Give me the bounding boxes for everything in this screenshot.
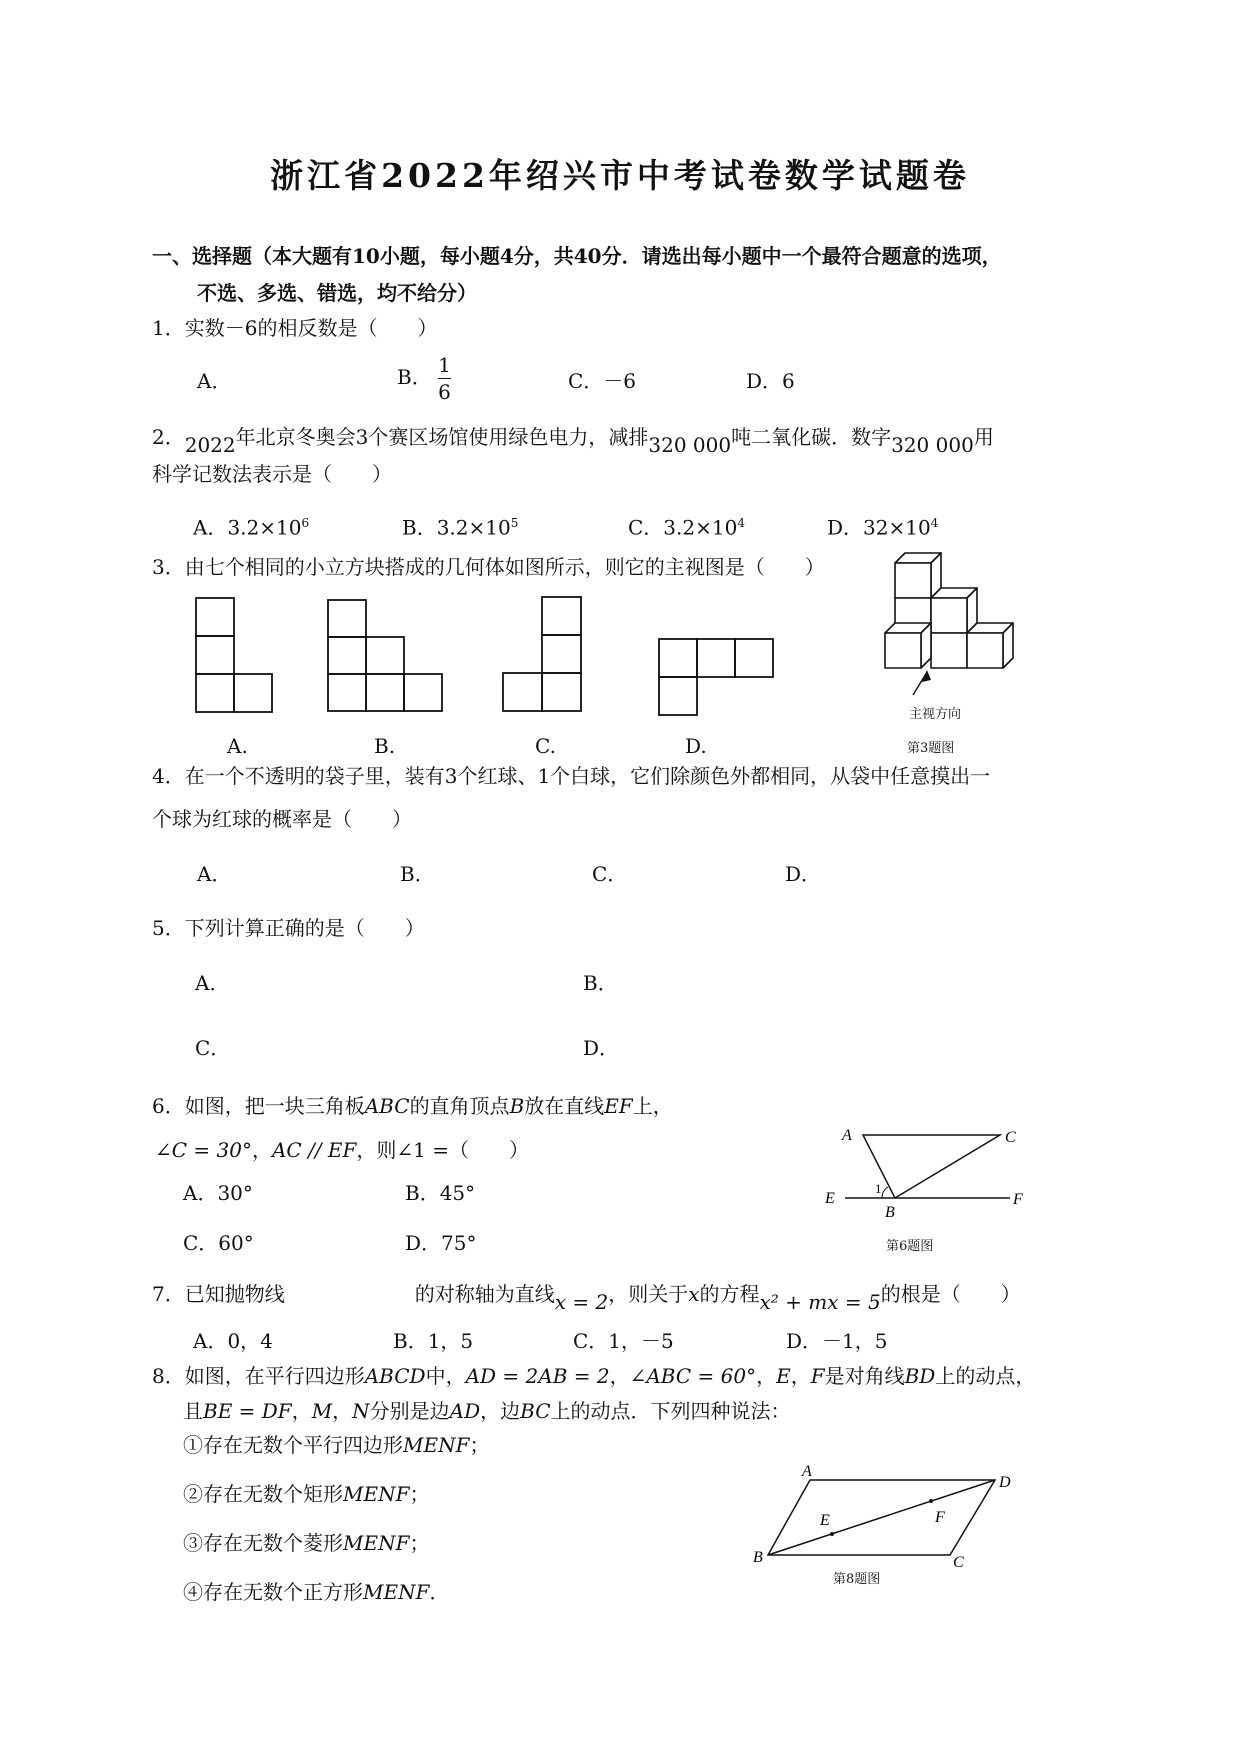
q5-option-b: B． [583,971,618,995]
q8-s1-menf: MENF [403,1433,470,1457]
q1-option-d: D．6 [746,369,795,393]
q8-statement-2 [183,1481,429,1507]
q6-label-e: E [825,1190,835,1207]
q6-angle-c: ∠C = 30° [155,1138,252,1162]
q3-caption: 第3题图 [907,741,955,756]
q3-c-square [542,673,581,711]
q2-b-exp: 5 [510,516,519,530]
q4-option-b: B． [400,862,435,886]
q3-d-square [659,639,697,677]
q8-statement-4 [183,1579,449,1605]
q8-l2-text3: ， [332,1399,353,1423]
q8-l2-text1: 且 [183,1399,203,1423]
q6-option-a: A．30° [183,1181,253,1205]
q1-fraction-denominator: 6 [438,380,451,404]
q6-text3: 放在直线 [524,1094,605,1118]
q3-d-square [697,639,735,677]
q6-label-a: A [842,1127,852,1144]
q3-b-square [366,637,404,674]
q2-text2: 吨二氧化碳．数字 [731,425,892,449]
q7-stem [152,1281,1021,1314]
q8-s4-menf: MENF [363,1580,430,1604]
q3-direction-arrow-head [922,670,931,682]
q7-option-d: D．－1，5 [786,1329,888,1353]
q3-cube-face [931,633,967,668]
q3-b-square [404,674,442,711]
q7-equation: x² + mx = 5 [759,1290,881,1314]
q8-label-c: C [953,1554,964,1571]
q3-cube-face [967,633,1003,668]
q8-s1-end: ； [469,1433,490,1457]
q2-amount2: 320 000 [891,433,974,457]
q1-option-b-label: B． [397,365,432,389]
q2-b-text: B．3.2×10 [402,515,511,540]
q3-cube-figure [875,550,1025,700]
q8-f: F [810,1364,825,1388]
q2-text1: 年北京冬奥会3个赛区场馆使用绿色电力，减排 [235,425,649,449]
page-title: 浙江省2022年绍兴市中考试卷数学试题卷 [270,156,970,195]
q5-option-d: D． [583,1036,620,1060]
q4-option-c: C． [592,862,628,886]
q8-caption: 第8题图 [833,1572,881,1587]
q8-label-a: A [802,1463,812,1480]
q6-option-b: B．45° [405,1181,476,1205]
q6-text2: 的直角顶点 [409,1094,510,1118]
section-header-line1: 一、选择题（本大题有10小题，每小题4分，共40分．请选出每小题中一个最符合题意的选项， [152,244,1002,268]
q8-ad2: AD [449,1399,481,1423]
q3-option-a: A. [227,734,248,758]
q5-stem: 5．下列计算正确的是（ ） [152,916,425,940]
q7-text1: 7．已知抛物线 [152,1282,285,1306]
q3-c-square [542,635,581,673]
q3-a-square [196,598,234,636]
q3-cube-face [931,598,967,633]
q6-text4: 上， [632,1094,673,1118]
q3-c-square [503,673,542,711]
q7-option-c: C．1，－5 [573,1329,674,1353]
q2-a-exp: 6 [301,516,310,530]
q8-s2-end: ； [409,1482,430,1506]
q2-line2: 科学记数法表示是（ ） [152,462,392,486]
q6-label-f: F [1013,1191,1023,1208]
q8-s2-text: ②存在无数个矩形 [183,1482,343,1506]
q3-d-square [735,639,773,677]
q3-b-square [328,637,366,674]
q8-text1: 8．如图，在平行四边形 [152,1364,365,1388]
q7-text3: ，则关于 [608,1282,689,1306]
q7-text5: 的根是（ ） [880,1282,1021,1306]
q2-number: 2． [152,425,185,449]
q1-option-a: A． [197,369,232,393]
q3-a-square [234,674,272,712]
q6-label-1: 1 [875,1181,882,1196]
q2-option-c [628,510,745,541]
q8-text2: 中， [425,1364,466,1388]
q3-option-b: B. [374,734,396,758]
q2-line1 [152,424,994,457]
q8-e: E [776,1364,791,1388]
q2-c-text: C．3.2×10 [628,515,738,540]
q8-s2-menf: MENF [343,1482,410,1506]
q8-diagonal-bd [768,1480,995,1555]
q7-option-b: B．1，5 [393,1329,474,1353]
q8-s3-end: ； [409,1531,430,1555]
q2-a-text: A．3.2×10 [193,515,302,540]
q3-figure-a [190,595,290,715]
q8-text6: 是对角线 [824,1364,905,1388]
q8-m: M [311,1399,333,1423]
q7-x: x [688,1282,700,1306]
q7-axis: x = 2 [554,1290,609,1314]
q6-option-c: C．60° [183,1231,254,1255]
q6-text5: ，则∠1 =（ ） [356,1138,530,1162]
q3-direction-label: 主视方向 [909,707,962,722]
q8-be-df: BE = DF [203,1399,292,1423]
q6-line1 [152,1093,673,1119]
q3-figure-b [325,595,465,715]
q2-option-b [402,510,518,541]
q6-b: B [509,1094,525,1118]
q3-a-square [196,674,234,712]
q6-text1: 6．如图，把一块三角板 [152,1094,365,1118]
q8-s3-menf: MENF [343,1531,410,1555]
q1-option-c: C．－6 [568,369,637,393]
q3-figure-c [500,595,600,715]
q8-l2-text2: ， [291,1399,312,1423]
q5-option-a: A． [195,971,230,995]
q8-text3: ， [609,1364,630,1388]
q8-line1 [152,1363,1035,1389]
q3-figure-d [655,635,785,720]
q4-option-a: A． [197,862,232,886]
q2-amount1: 320 000 [648,433,732,457]
q8-l2-text4: 分别是边 [369,1399,450,1423]
q1-fraction-numerator: 1 [438,353,451,377]
q4-line1: 4．在一个不透明的袋子里，装有3个红球、1个白球，它们除颜色外都相同，从袋中任意摸出一 [152,764,991,788]
q6-caption: 第6题图 [886,1239,934,1254]
q6-figure [820,1120,1040,1230]
q8-text5: ， [790,1364,811,1388]
q1-stem: 1．实数－6的相反数是（ ） [152,316,438,340]
q1-option-b [397,352,451,405]
q8-statement-1 [183,1432,489,1458]
q8-line2 [183,1398,791,1424]
q8-s1-text: ①存在无数个平行四边形 [183,1433,403,1457]
q8-s4-end: ． [429,1580,450,1604]
q3-cube-face [895,563,931,598]
q4-option-d: D． [785,862,822,886]
q2-option-d [827,510,938,541]
q6-angle-1-arc [882,1187,888,1198]
q8-s4-text: ④存在无数个正方形 [183,1580,363,1604]
q8-angle: ∠ABC = 60° [629,1364,757,1388]
q2-d-exp: 4 [930,516,939,530]
q7-option-a: A．0，4 [193,1329,273,1353]
q4-line2: 个球为红球的概率是（ ） [152,807,412,831]
q8-l2-text5: ，边 [480,1399,521,1423]
q8-ad: AD = 2AB = 2 [465,1364,610,1388]
q3-cube-face [885,633,921,668]
q2-year: 2022 [184,433,236,457]
q1-option-b-fraction [438,352,451,405]
q6-triangle-abc [863,1135,1000,1198]
q3-d-square [659,677,697,715]
q2-d-text: D．32×10 [827,515,931,540]
q3-b-square [328,600,366,637]
q8-figure [750,1465,1040,1575]
q6-ef: EF [604,1094,633,1118]
q3-b-square [366,674,404,711]
q6-label-c: C [1005,1129,1016,1146]
q8-abcd: ABCD [364,1364,426,1388]
q8-s3-text: ③存在无数个菱形 [183,1531,343,1555]
q2-c-exp: 4 [737,516,745,530]
q8-statement-3 [183,1530,429,1556]
q8-text7: 上的动点， [935,1364,1036,1388]
q3-option-c: C. [535,734,556,758]
q8-label-d: D [999,1474,1011,1491]
q8-bd: BD [904,1364,936,1388]
q8-label-b: B [753,1549,763,1566]
q3-option-d: D. [685,734,707,758]
q8-label-e: E [820,1512,830,1529]
q8-label-f: F [935,1509,945,1526]
q6-label-b: B [885,1204,895,1221]
q6-parallel: AC // EF [271,1138,357,1162]
q5-option-c: C． [195,1036,231,1060]
q8-point-e [830,1532,834,1536]
q3-a-square [196,636,234,674]
section-header-line2: 不选、多选、错选，均不给分） [197,281,477,305]
q6-abc: ABC [364,1094,410,1118]
q2-text3: 用 [973,425,994,449]
q8-n: N [352,1399,370,1423]
q2-option-a [193,510,309,541]
q6-option-d: D．75° [405,1231,477,1255]
q7-text2: 的对称轴为直线 [414,1282,555,1306]
q6-line2 [155,1137,529,1163]
q8-bc: BC [520,1399,551,1423]
q7-text4: 的方程 [699,1282,760,1306]
q3-stem: 3．由七个相同的小立方块搭成的几何体如图所示，则它的主视图是（ ） [152,555,825,579]
q8-l2-text6: 上的动点．下列四种说法： [550,1399,791,1423]
q8-point-f [929,1499,933,1503]
q3-c-square [542,597,581,635]
q3-b-square [328,674,366,711]
q8-text4: ， [756,1364,777,1388]
q6-comma: ， [251,1138,272,1162]
